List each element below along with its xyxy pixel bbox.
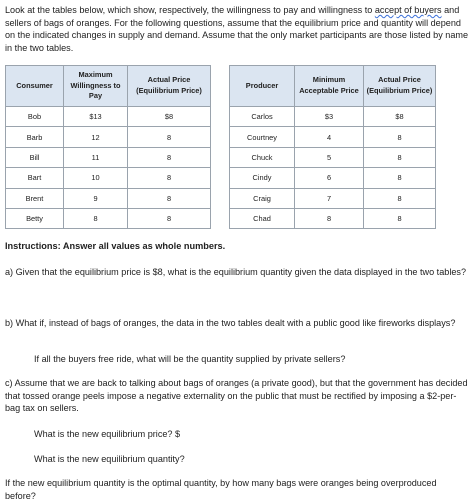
consumer-table-header	[6, 66, 211, 107]
consumer-table	[5, 65, 211, 229]
table-row	[6, 188, 211, 208]
instructions: Instructions: Answer all values as whole numbers.	[5, 241, 226, 251]
table-cell: 8	[128, 168, 211, 188]
question-c-overproduction: If the new equilibrium quantity is the optimal quantity, by how many bags were oranges being overproduced before?	[5, 478, 437, 501]
header-cell: Actual Price (Equilibrium Price)	[364, 66, 436, 107]
header-cell: Minimum Acceptable Price	[295, 66, 364, 107]
table-row	[6, 147, 211, 167]
table-cell: 8	[295, 208, 364, 228]
table-cell: 11	[64, 147, 128, 167]
table-cell: Craig	[230, 188, 295, 208]
table-cell: Cindy	[230, 168, 295, 188]
table-cell: 10	[64, 168, 128, 188]
table-cell: $8	[364, 107, 436, 127]
table-cell: Barb	[6, 127, 64, 147]
table-cell: 9	[64, 188, 128, 208]
table-cell: 8	[64, 208, 128, 228]
table-cell: Bart	[6, 168, 64, 188]
table-cell: 4	[295, 127, 364, 147]
intro-text-before: Look at the tables below, which show, respectively, the willingness to pay and willingness to	[5, 5, 375, 15]
table-cell: 6	[295, 168, 364, 188]
header-cell: Producer	[230, 66, 295, 107]
table-row	[6, 168, 211, 188]
table-cell: 12	[64, 127, 128, 147]
producer-table-header	[230, 66, 436, 107]
intro-text-after: and sellers of bags of oranges. For the following questions, assume that the equilibrium price and quantity will depend on the indicated changes in supply and demand. Assume that the only market participants are those listed by name in the two tables.	[5, 5, 469, 53]
question-c-price: What is the new equilibrium price? $	[34, 429, 181, 439]
table-cell: Bill	[6, 147, 64, 167]
header-cell: Actual Price (Equilibrium Price)	[128, 66, 211, 107]
table-cell: 7	[295, 188, 364, 208]
table-cell: Chuck	[230, 147, 295, 167]
table-cell: $3	[295, 107, 364, 127]
producer-table	[229, 65, 436, 229]
table-cell: 8	[364, 168, 436, 188]
table-cell: Carlos	[230, 107, 295, 127]
table-cell: Betty	[6, 208, 64, 228]
table-cell: 8	[364, 147, 436, 167]
table-cell: Brent	[6, 188, 64, 208]
table-cell: 8	[128, 127, 211, 147]
table-cell: 5	[295, 147, 364, 167]
table-cell: Bob	[6, 107, 64, 127]
question-b: b) What if, instead of bags of oranges, the data in the two tables dealt with a public good like fireworks displays?	[5, 318, 456, 328]
table-row	[6, 107, 211, 127]
spellcheck-flagged-text[interactable]: accept of buyers	[374, 5, 442, 15]
table-row	[230, 107, 436, 127]
question-b-sub: If all the buyers free ride, what will be the quantity supplied by private sellers?	[34, 354, 346, 364]
table-cell: 8	[128, 188, 211, 208]
table-cell: $8	[128, 107, 211, 127]
question-c-quantity: What is the new equilibrium quantity?	[34, 454, 185, 464]
table-row	[6, 127, 211, 147]
intro-paragraph	[5, 4, 469, 54]
table-cell: 8	[364, 127, 436, 147]
table-cell: Courtney	[230, 127, 295, 147]
question-a: a) Given that the equilibrium price is $8, what is the equilibrium quantity given the data displayed in the two tables?	[5, 267, 467, 277]
table-cell: 8	[364, 188, 436, 208]
question-c: c) Assume that we are back to talking about bags of oranges (a private good), but that the government has decided that tossed orange peels impose a negative externality on the public that must be rectified by imposing a $2-per-bag tax on sellers.	[5, 378, 468, 414]
table-row	[230, 188, 436, 208]
table-cell: 8	[128, 147, 211, 167]
table-row	[230, 147, 436, 167]
table-cell: 8	[128, 208, 211, 228]
table-cell: 8	[364, 208, 436, 228]
table-row	[230, 208, 436, 228]
header-cell: Maximum Willingness to Pay	[64, 66, 128, 107]
table-row	[230, 127, 436, 147]
header-cell: Consumer	[6, 66, 64, 107]
table-row	[6, 208, 211, 228]
table-cell: Chad	[230, 208, 295, 228]
table-row	[230, 168, 436, 188]
table-cell: $13	[64, 107, 128, 127]
